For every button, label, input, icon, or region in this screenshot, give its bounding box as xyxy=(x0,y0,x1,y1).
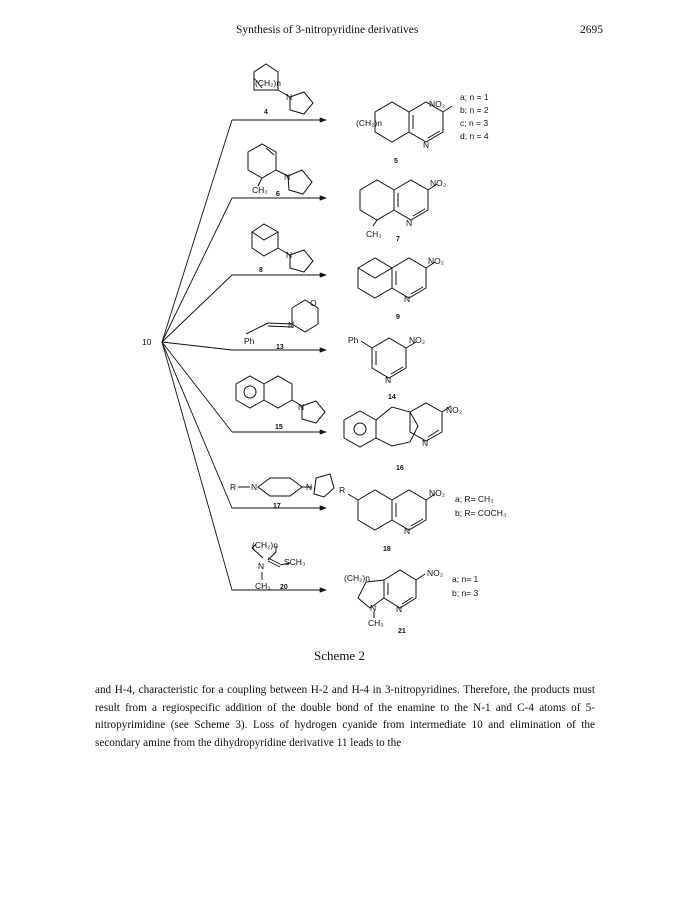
n-atom: N xyxy=(284,172,291,182)
n-atom: N xyxy=(385,375,392,385)
n-atom: N xyxy=(404,526,411,536)
compound-15-label: 15 xyxy=(275,424,283,431)
n-atom: N xyxy=(423,140,430,150)
n-atom: N xyxy=(286,250,293,260)
page-number: 2695 xyxy=(580,24,603,36)
methyl-label-21: CH₃ xyxy=(368,618,384,628)
variant-21b: b; n= 3 xyxy=(452,588,479,598)
nitro-label: NO₂ xyxy=(428,256,445,266)
n-atom: N xyxy=(258,561,265,571)
nitro-label: NO₂ xyxy=(427,568,444,578)
methyl-label-7: CH₃ xyxy=(366,229,382,239)
compound-8-label: 8 xyxy=(259,267,263,274)
body-paragraph: and H-4, characteristic for a coupling between H-2 and H-4 in 3-nitropyridines. Therefore, the products must result from a regiospecific addition of the double bond of the enamine to the N-1 and C-4 atoms of 5-nitropyrimidine (see Scheme 3). Loss of hydrogen cyanide from intermediate 10 and elimination of the secondary amine from the dihydropyridine derivative 11 leads to the xyxy=(95,684,595,749)
thio-label-20: SCH₃ xyxy=(284,557,306,567)
product-9-structure xyxy=(358,258,435,298)
compound-18-label: 18 xyxy=(383,546,391,553)
variant-5b: b; n = 2 xyxy=(460,105,489,115)
compound-20-label: 20 xyxy=(280,584,288,591)
compound-14-label: 14 xyxy=(388,394,396,401)
o-atom: O xyxy=(310,298,317,308)
nitro-label: NO₂ xyxy=(409,335,426,345)
n-atom: N xyxy=(422,438,429,448)
compound-4-label: 4 xyxy=(264,109,268,116)
product-16-structure xyxy=(344,403,451,447)
variant-21a: a; n= 1 xyxy=(452,574,479,584)
chain-label-4: (CH₂)n xyxy=(255,78,281,88)
nitro-label: NO₂ xyxy=(429,99,446,109)
compound-9-label: 9 xyxy=(396,314,400,321)
methyl-label-6: CH₃ xyxy=(252,185,268,195)
enamine-8-structure xyxy=(252,224,313,272)
r-label-18: R xyxy=(339,485,346,495)
enamine-13-structure xyxy=(246,300,318,334)
n-atom: N xyxy=(370,603,377,613)
n-atom: N xyxy=(288,320,295,330)
n-atom: N xyxy=(286,92,293,102)
nitro-label: NO₂ xyxy=(429,488,446,498)
variant-5c: c; n = 3 xyxy=(460,118,489,128)
product-7-structure xyxy=(360,180,437,226)
product-18-structure xyxy=(348,490,435,530)
n-atom: N xyxy=(406,218,413,228)
compound-6-label: 6 xyxy=(276,191,280,198)
chain-label-5: (CH₂)n xyxy=(356,118,382,128)
n-atom: N xyxy=(306,482,313,492)
variant-5a: a; n = 1 xyxy=(460,92,489,102)
body-text xyxy=(95,682,595,752)
compound-10-label: 10 xyxy=(142,337,152,347)
compound-21-label: 21 xyxy=(398,628,406,635)
n-atom: N xyxy=(396,604,403,614)
chain-label-21: (CH₂)n xyxy=(344,573,370,583)
product-14-structure xyxy=(361,338,416,378)
running-head: Synthesis of 3-nitropyridine derivatives xyxy=(236,24,419,36)
enamine-4-structure xyxy=(254,64,313,114)
compound-16-label: 16 xyxy=(396,465,404,472)
compound-5-label: 5 xyxy=(394,158,398,165)
nitro-label: NO₂ xyxy=(446,405,463,415)
fan-lines xyxy=(162,120,232,590)
compound-13-label: 13 xyxy=(276,344,284,351)
compound-17-label: 17 xyxy=(273,503,281,510)
n-atom: N xyxy=(298,402,305,412)
chain-label-20: (CH₂)n xyxy=(252,540,278,550)
scheme-caption: Scheme 2 xyxy=(314,648,365,663)
variant-18b: b; R= COCH₃ xyxy=(455,508,507,518)
enamine-15-structure xyxy=(236,376,325,423)
n-atom: N xyxy=(404,294,411,304)
methyl-label-20: CH₃ xyxy=(255,581,271,591)
nitro-label: NO₂ xyxy=(430,178,447,188)
variant-18a: a; R= CH₃ xyxy=(455,494,494,504)
phenyl-label-14: Ph xyxy=(348,335,359,345)
phenyl-label-13: Ph xyxy=(244,336,255,346)
r-label-17: R xyxy=(230,482,237,492)
compound-7-label: 7 xyxy=(396,236,400,243)
variant-5d: d; n = 4 xyxy=(460,131,489,141)
n-atom: N xyxy=(251,482,258,492)
